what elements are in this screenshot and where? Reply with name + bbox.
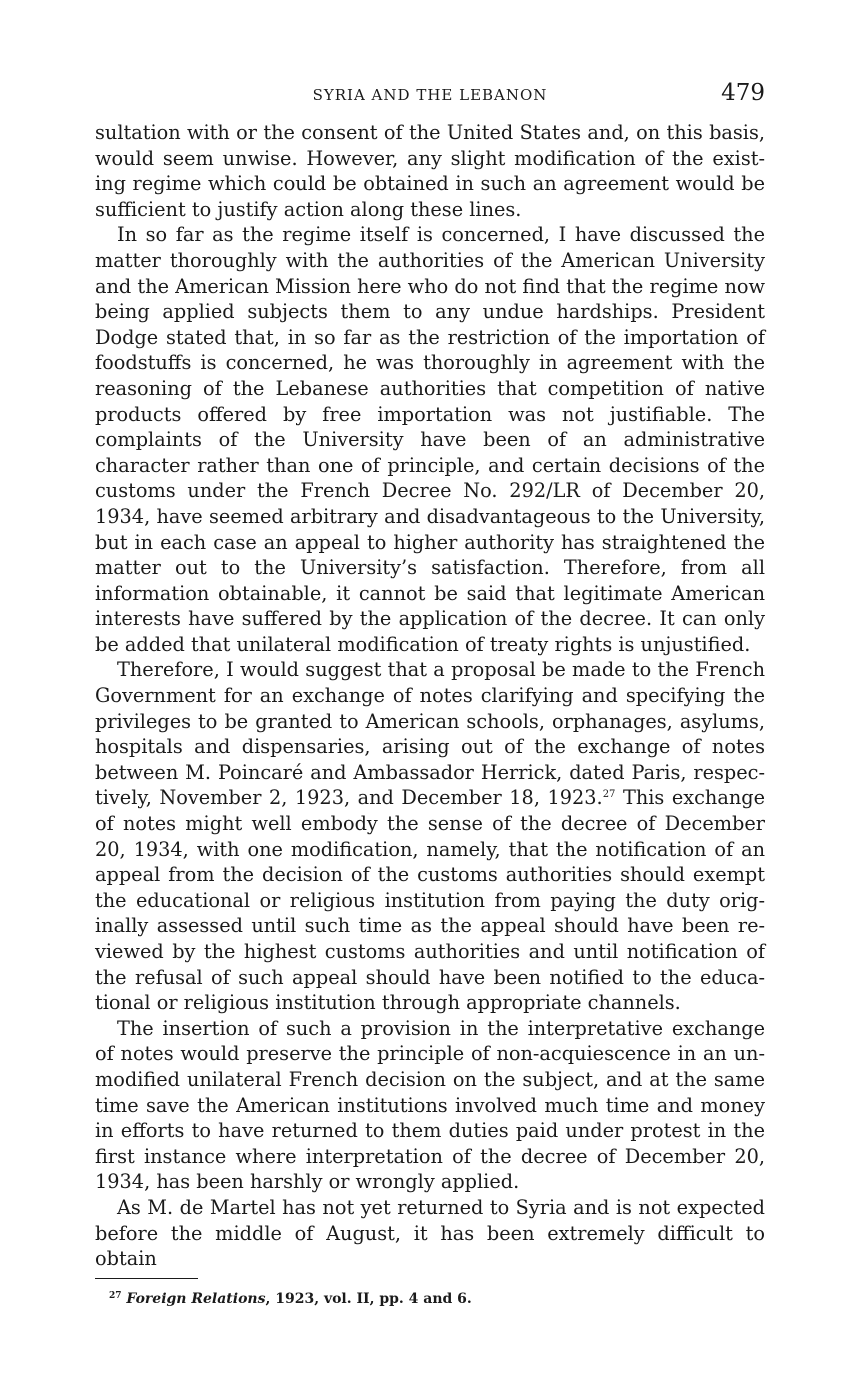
footnote-reference: 27 (602, 789, 616, 801)
footnote-title: Foreign Relations (126, 1290, 266, 1307)
page-number: 479 (721, 80, 765, 106)
footnote-divider (95, 1278, 198, 1279)
paragraph-text: Therefore, I would suggest that a proposal be made to the French Government for an exchange of notes clarifying and specifying the privileges to be granted to American schools, orphanages, asylums, hospitals and dispensaries, arising out of the exchange of notes between M. Poincaré and Ambassador Herrick, dated Paris, respectively, November 2, 1923, and December 18, 1923. (95, 658, 765, 810)
footnote-citation: , 1923, vol. II, pp. 4 and 6. (265, 1290, 472, 1307)
paragraph: The insertion of such a provision in the interpretative exchange of notes would preserve the principle of non-acquiescence in an unmodified unilateral French decision on the subject, and at the same time save the American institutions involved much time and money in efforts to have returned to them duties paid under protest in the first instance where interpretation of the decree of December 20, 1934, has been harshly or wrongly applied. (95, 1016, 765, 1194)
footnote (95, 1291, 765, 1307)
paragraph-text-continued: This exchange of notes might well embody the sense of the decree of December 20, 1934, with one modification, namely, that the notification of an appeal from the decision of the customs authorities should exempt the educational or religious institution from paying the duty originally assessed until such time as the appeal should have been reviewed by the highest customs authorities and until notification of the refusal of such appeal should have been notified to the educational or religious institution through appropriate channels. (95, 786, 766, 1015)
page-header (95, 78, 765, 114)
paragraph: In so far as the regime itself is concerned, I have discussed the matter thoroughly with the authorities of the American University and the American Mission here who do not find that the regime now being applied subjects them to any undue hardships. President Dodge stated that, in so far as the restriction of the importation of foodstuffs is concerned, he was thoroughly in agreement with the reasoning of the Lebanese authorities that competition of native products offered by free importation was not justifiable. The complaints of the University have been of an administrative character rather than one of principle, and certain decisions of the customs under the French Decree No. 292/LR of December 20, 1934, have seemed arbitrary and disadvantageous to the University, but in each case an appeal to higher authority has straightened the matter out to the University’s satisfaction. Therefore, from all information obtainable, it cannot be said that legitimate American interests have suffered by the application of the decree. It can only be added that unilateral modification of treaty rights is unjustified. (95, 223, 765, 656)
paragraph (95, 657, 765, 1015)
body-text (95, 120, 765, 1272)
footnote-marker: 27 (109, 1290, 122, 1301)
running-head: SYRIA AND THE LEBANON (312, 86, 548, 104)
document-page (95, 78, 765, 1307)
paragraph: sultation with or the consent of the United States and, on this basis, would seem unwise. However, any slight modification of the existing regime which could be obtained in such an agreement would be sufficient to justify action along these lines. (95, 121, 765, 221)
paragraph: As M. de Martel has not yet returned to Syria and is not expected before the middle of August, it has been extremely difficult to obtain (95, 1195, 765, 1271)
